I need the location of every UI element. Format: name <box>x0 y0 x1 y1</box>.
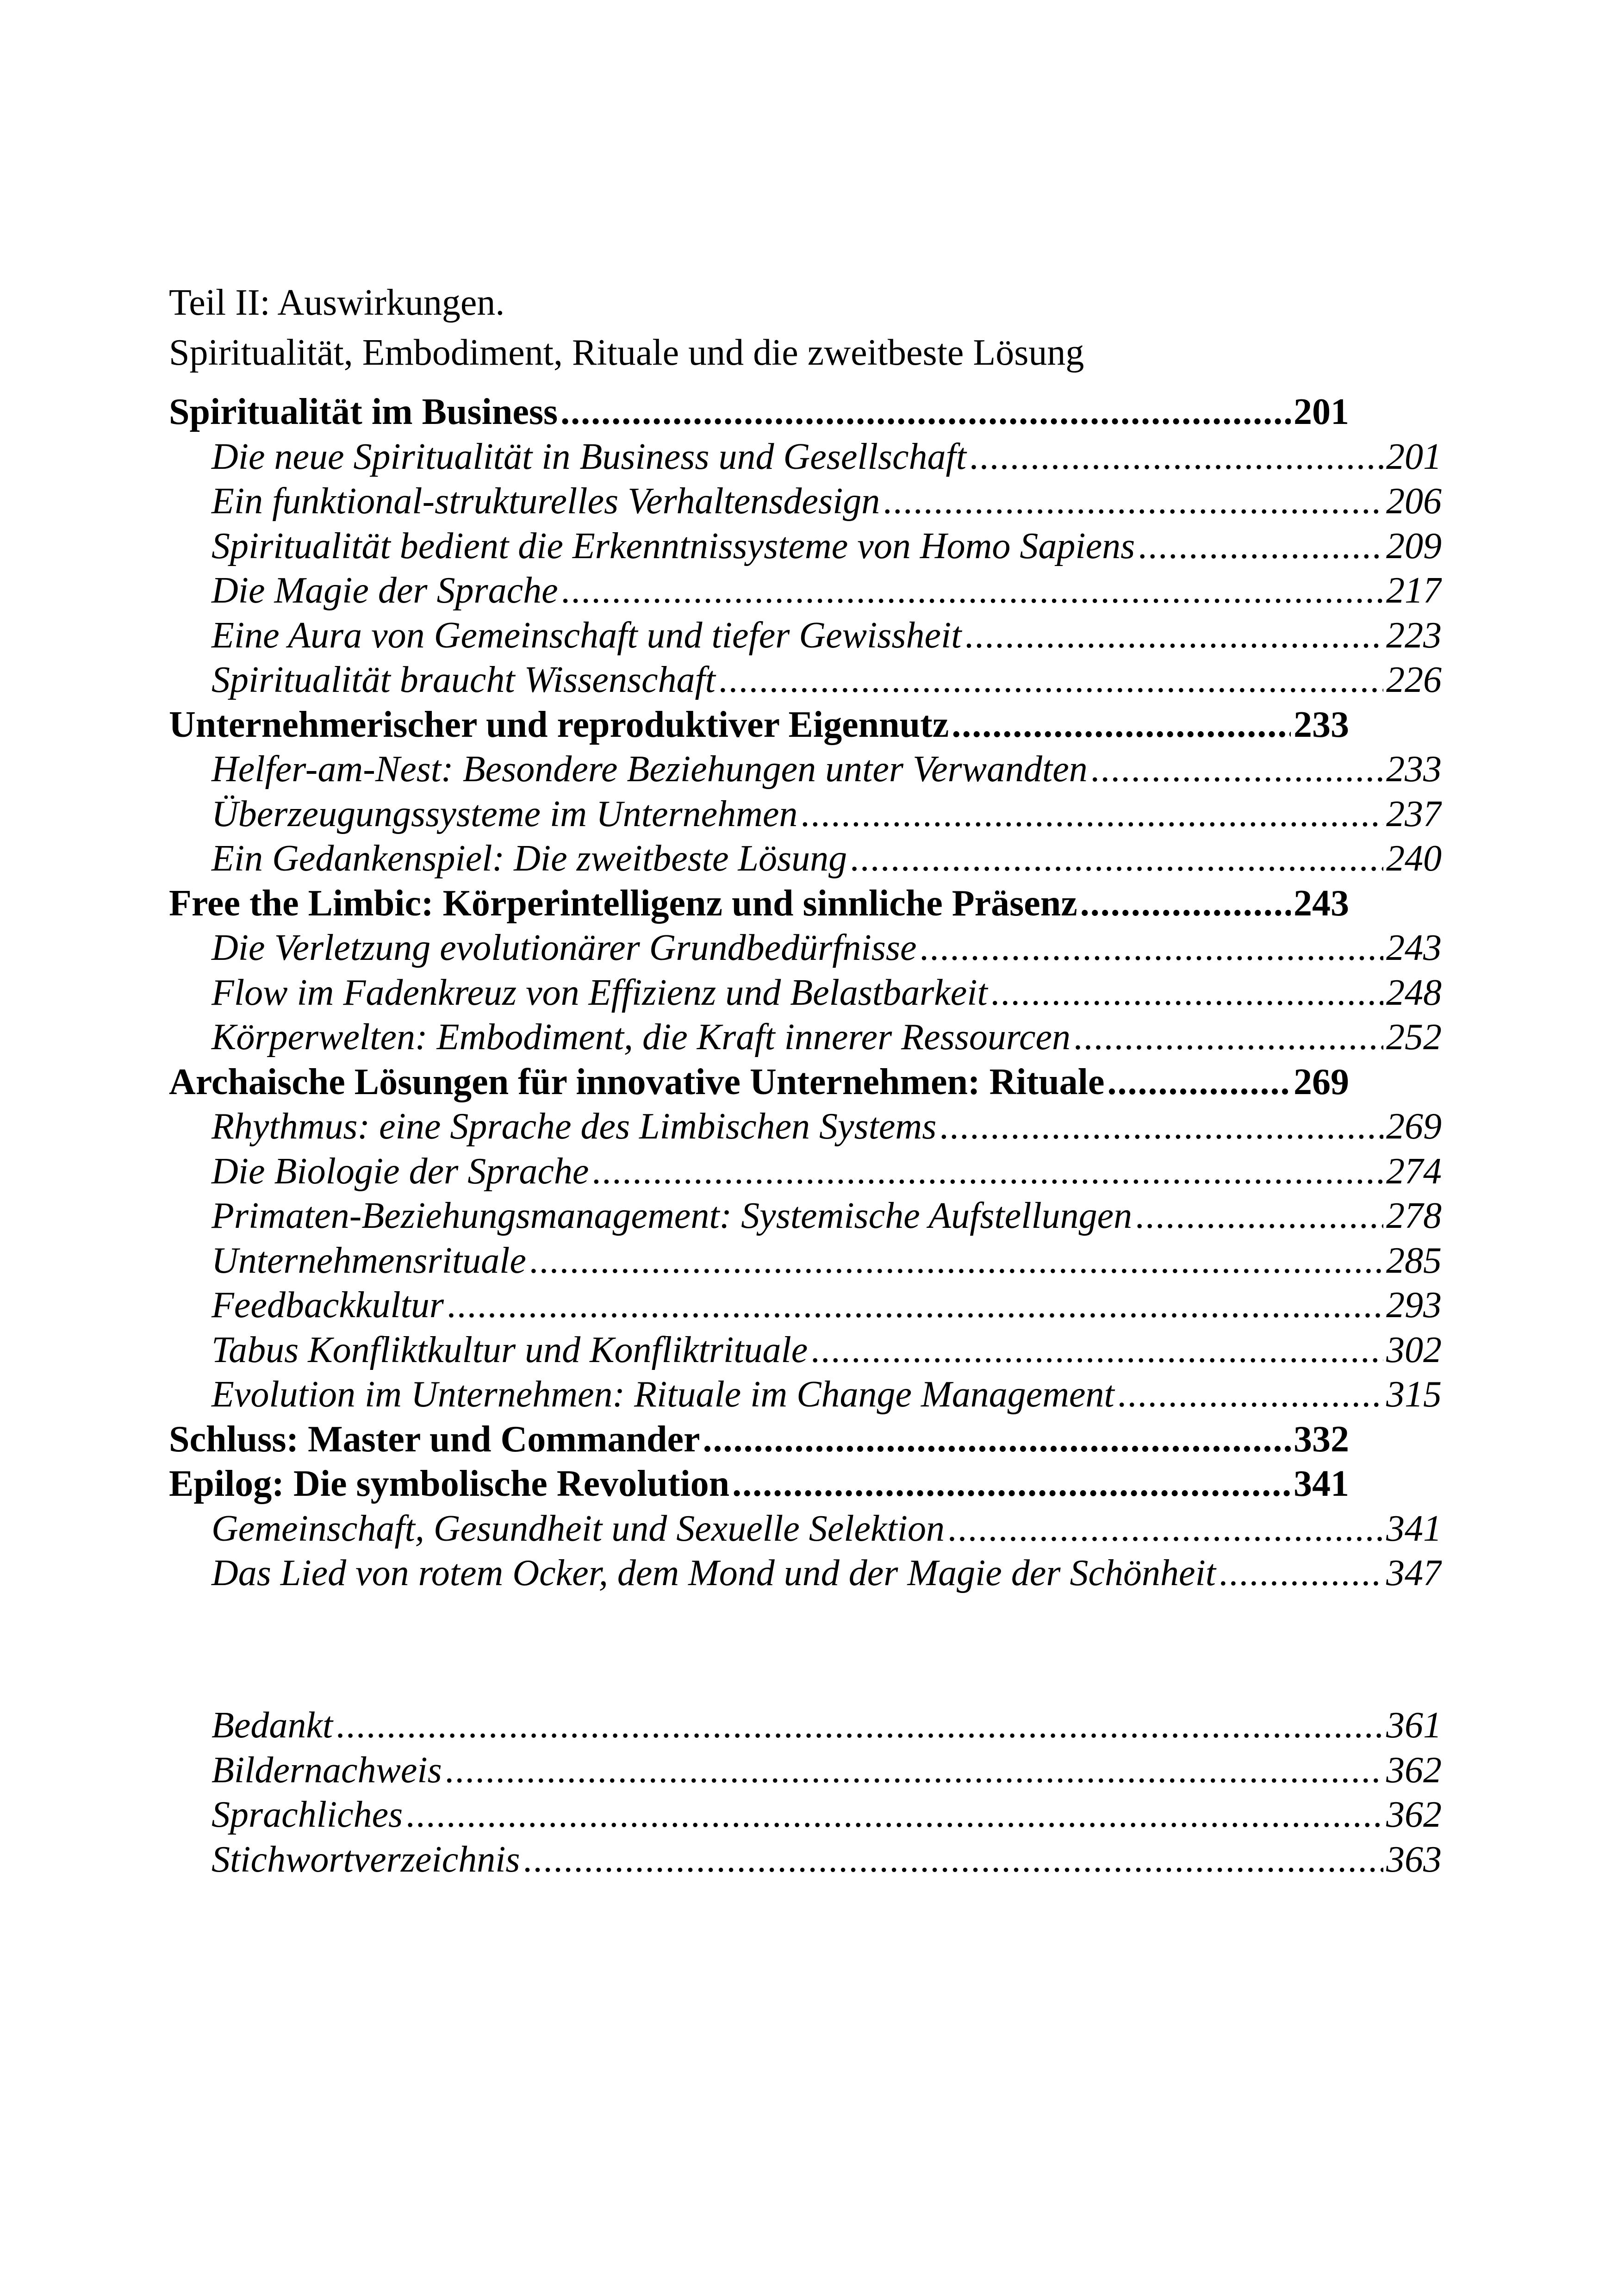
toc-entry-page-number: 362 <box>1386 1794 1442 1835</box>
toc-entry-page-number: 243 <box>1386 927 1442 968</box>
toc-section-entry <box>169 1194 1442 1238</box>
toc-entry-title: Die Biologie der Sprache <box>212 1151 589 1192</box>
dot-leader <box>1080 881 1291 926</box>
dot-leader <box>990 971 1383 1015</box>
toc-entry-page-number: 223 <box>1386 615 1442 656</box>
toc-section-entry <box>169 1506 1442 1551</box>
toc-entry-title: Körperwelten: Embodiment, die Kraft innerer Ressourcen <box>212 1017 1071 1058</box>
toc-entry-title: Tabus Konfliktkultur und Konfliktrituale <box>212 1329 808 1370</box>
toc-entry-page-number: 248 <box>1386 972 1442 1013</box>
dot-leader <box>1135 1194 1383 1238</box>
toc-section-entry <box>169 1104 1442 1149</box>
toc-entry-title: Unternehmerischer und reproduktiver Eigennutz <box>169 704 949 745</box>
toc-section-entry <box>169 1328 1442 1373</box>
toc-section-entry <box>169 836 1442 881</box>
dot-leader <box>447 1283 1383 1328</box>
toc-entry-title: Evolution im Unternehmen: Rituale im Change Management <box>212 1374 1114 1415</box>
toc-section-entry <box>169 1837 1442 1882</box>
toc-section-entry <box>169 524 1442 569</box>
toc-section-entry <box>169 1149 1442 1194</box>
toc-chapter-entry <box>169 881 1349 926</box>
dot-leader <box>1090 747 1383 792</box>
toc-entry-title: Spiritualität im Business <box>169 392 558 432</box>
toc-entry-page-number: 315 <box>1386 1374 1442 1415</box>
dot-leader <box>1073 1015 1383 1060</box>
toc-entry-page-number: 252 <box>1386 1017 1442 1058</box>
toc-entry-title: Spiritualität braucht Wissenschaft <box>212 660 716 700</box>
toc-chapter-entry <box>169 390 1349 435</box>
dot-leader <box>561 568 1383 613</box>
toc-section-entry <box>169 926 1442 971</box>
toc-entry-page-number: 226 <box>1386 660 1442 700</box>
toc-entry-page-number: 341 <box>1386 1508 1442 1549</box>
toc-entry-page-number: 240 <box>1386 838 1442 879</box>
toc-entry-title: Archaische Lösungen für innovative Unternehmen: Rituale <box>169 1061 1105 1102</box>
toc-entry-title: Feedbackkultur <box>212 1285 444 1325</box>
toc-section-entry <box>169 792 1442 837</box>
toc-entry-title: Spiritualität bedient die Erkenntnissysteme von Homo Sapiens <box>212 525 1135 566</box>
table-of-contents <box>169 390 1442 1596</box>
toc-entry-title: Eine Aura von Gemeinschaft und tiefer Gewissheit <box>212 615 962 656</box>
toc-entry-title: Unternehmensrituale <box>212 1240 526 1281</box>
toc-section-entry <box>169 1792 1442 1837</box>
dot-leader <box>952 703 1291 747</box>
toc-section-entry <box>169 1748 1442 1793</box>
toc-section-entry <box>169 1551 1442 1596</box>
dot-leader <box>560 390 1291 435</box>
dot-leader <box>1138 524 1383 569</box>
toc-entry-page-number: 332 <box>1294 1419 1349 1460</box>
toc-entry-title: Primaten-Beziehungsmanagement: Systemische Aufstellungen <box>212 1195 1133 1236</box>
toc-entry-page-number: 274 <box>1386 1151 1442 1192</box>
toc-entry-title: Überzeugungssysteme im Unternehmen <box>212 793 798 834</box>
dot-leader <box>964 613 1383 658</box>
dot-leader <box>850 836 1383 881</box>
toc-entry-page-number: 201 <box>1386 436 1442 477</box>
toc-section-entry <box>169 1283 1442 1328</box>
toc-chapter-entry <box>169 1060 1349 1105</box>
dot-leader <box>920 926 1383 971</box>
toc-section-entry <box>169 1015 1442 1060</box>
dot-leader <box>591 1149 1383 1194</box>
toc-entry-title: Die neue Spiritualität in Business und Gesellschaft <box>212 436 966 477</box>
dot-leader <box>529 1238 1383 1283</box>
dot-leader <box>969 435 1383 479</box>
toc-entry-title: Rhythmus: eine Sprache des Limbischen Systems <box>212 1106 937 1147</box>
toc-section-entry <box>169 435 1442 479</box>
toc-section-entry <box>169 568 1442 613</box>
toc-entry-page-number: 285 <box>1386 1240 1442 1281</box>
toc-entry-page-number: 293 <box>1386 1285 1442 1325</box>
part-heading-line-2: Spiritualität, Embodiment, Rituale und die zweitbeste Lösung <box>169 332 1084 373</box>
toc-section-entry <box>169 479 1442 524</box>
toc-chapter-entry <box>169 1417 1349 1462</box>
part-heading <box>169 278 1419 378</box>
toc-entry-title: Sprachliches <box>212 1794 403 1835</box>
toc-chapter-entry <box>169 703 1349 747</box>
toc-entry-page-number: 361 <box>1386 1705 1442 1746</box>
toc-entry-page-number: 341 <box>1294 1463 1349 1504</box>
toc-entry-title: Schluss: Master und Commander <box>169 1419 700 1460</box>
toc-entry-title: Die Verletzung evolutionärer Grundbedürfnisse <box>212 927 917 968</box>
dot-leader <box>800 792 1383 837</box>
toc-entry-page-number: 201 <box>1294 392 1349 432</box>
toc-section-entry <box>169 658 1442 703</box>
toc-section-entry <box>169 1372 1442 1417</box>
part-heading-line-1: Teil II: Auswirkungen. <box>169 282 505 323</box>
toc-section-entry <box>169 971 1442 1015</box>
toc-entry-page-number: 278 <box>1386 1195 1442 1236</box>
toc-entry-page-number: 302 <box>1386 1329 1442 1370</box>
toc-entry-title: Ein Gedankenspiel: Die zweitbeste Lösung <box>212 838 847 879</box>
toc-entry-page-number: 206 <box>1386 481 1442 522</box>
toc-entry-page-number: 209 <box>1386 525 1442 566</box>
toc-entry-page-number: 233 <box>1294 704 1349 745</box>
dot-leader <box>718 658 1383 703</box>
toc-entry-page-number: 233 <box>1386 749 1442 790</box>
dot-leader <box>523 1837 1383 1882</box>
dot-leader <box>939 1104 1383 1149</box>
toc-entry-title: Ein funktional-strukturelles Verhaltensdesign <box>212 481 880 522</box>
dot-leader <box>445 1748 1383 1793</box>
dot-leader <box>947 1506 1383 1551</box>
toc-entry-title: Stichwortverzeichnis <box>212 1839 520 1880</box>
toc-section-entry <box>169 1703 1442 1748</box>
toc-chapter-entry <box>169 1462 1349 1506</box>
toc-entry-page-number: 269 <box>1386 1106 1442 1147</box>
dot-leader <box>1108 1060 1291 1105</box>
toc-entry-page-number: 347 <box>1386 1553 1442 1593</box>
appendix-contents <box>169 1703 1442 1882</box>
toc-entry-page-number: 237 <box>1386 793 1442 834</box>
toc-entry-title: Flow im Fadenkreuz von Effizienz und Belastbarkeit <box>212 972 988 1013</box>
dot-leader <box>883 479 1383 524</box>
toc-entry-page-number: 362 <box>1386 1749 1442 1791</box>
toc-entry-page-number: 363 <box>1386 1839 1442 1880</box>
toc-entry-title: Die Magie der Sprache <box>212 570 558 611</box>
toc-section-entry <box>169 1238 1442 1283</box>
dot-leader <box>1219 1551 1383 1596</box>
toc-entry-title: Das Lied von rotem Ocker, dem Mond und der Magie der Schönheit <box>212 1553 1216 1593</box>
toc-entry-page-number: 217 <box>1386 570 1442 611</box>
dot-leader <box>336 1703 1383 1748</box>
toc-section-entry <box>169 613 1442 658</box>
toc-entry-title: Epilog: Die symbolische Revolution <box>169 1463 730 1504</box>
toc-entry-page-number: 269 <box>1294 1061 1349 1102</box>
toc-entry-title: Gemeinschaft, Gesundheit und Sexuelle Selektion <box>212 1508 945 1549</box>
dot-leader <box>810 1328 1383 1373</box>
toc-section-entry <box>169 747 1442 792</box>
toc-entry-title: Bedankt <box>212 1705 333 1746</box>
toc-entry-page-number: 243 <box>1294 883 1349 924</box>
dot-leader <box>405 1792 1383 1837</box>
dot-leader <box>1117 1372 1383 1417</box>
toc-entry-title: Free the Limbic: Körperintelligenz und sinnliche Präsenz <box>169 883 1077 924</box>
toc-entry-title: Bildernachweis <box>212 1749 442 1791</box>
dot-leader <box>703 1417 1291 1462</box>
dot-leader <box>732 1462 1291 1506</box>
toc-entry-title: Helfer-am-Nest: Besondere Beziehungen unter Verwandten <box>212 749 1088 790</box>
